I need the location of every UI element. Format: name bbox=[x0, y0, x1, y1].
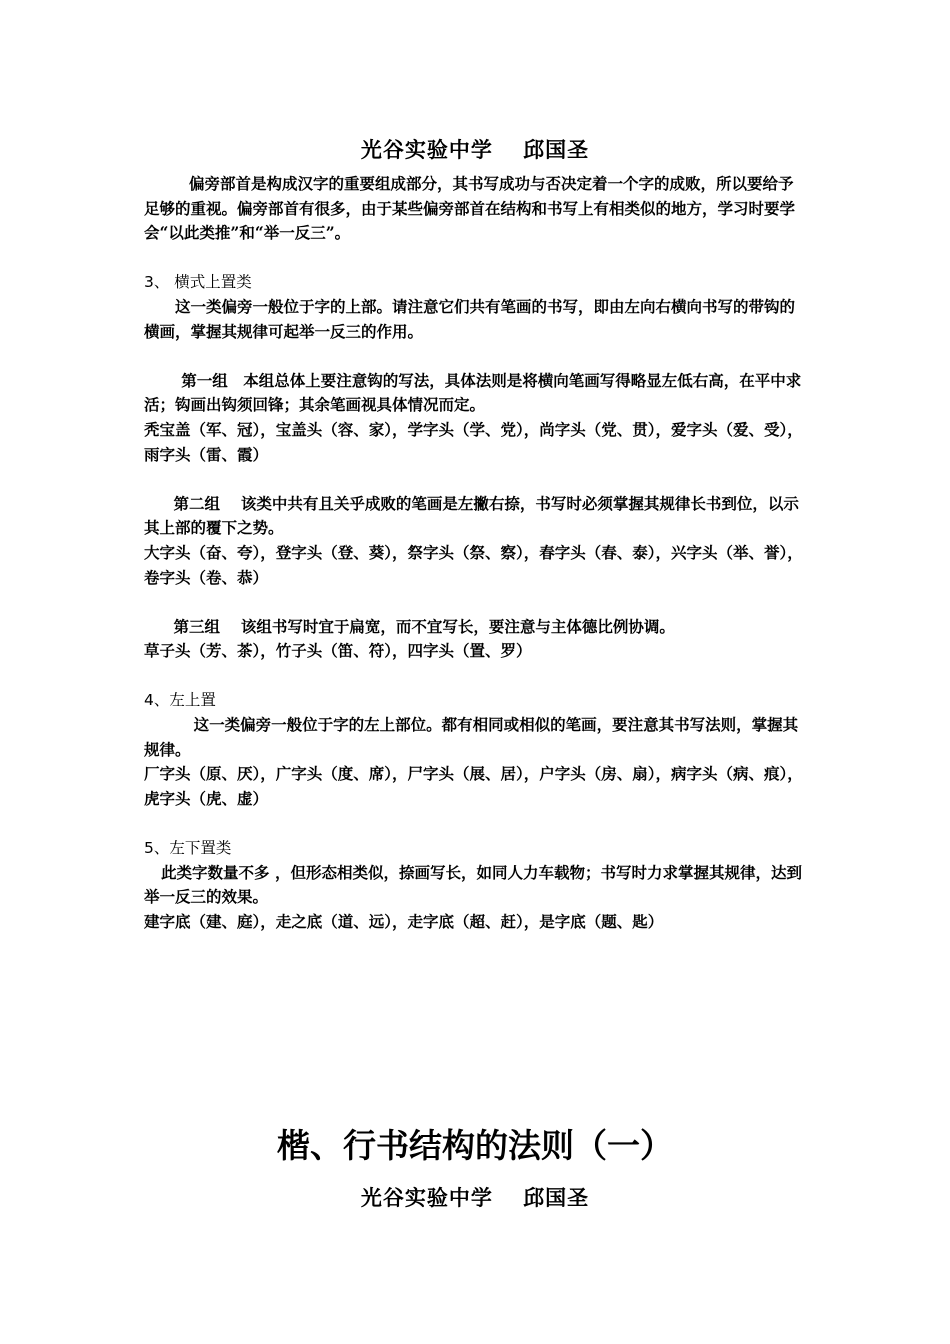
section-description-4: 这一类偏旁一般位于字的左上部位。都有相同或相似的笔画，要注意其书写法则，掌握其规律。 bbox=[144, 715, 799, 759]
group-paragraph-1 bbox=[144, 369, 808, 418]
group-label-2: 第二组 bbox=[173, 493, 220, 513]
author-line-top: 光谷实验中学 邱国圣 bbox=[360, 137, 590, 162]
section-description-5: 此类字数量不多 ，但形态相类似，捺画写长，如同人力车载物；书写时力求掌握其规律，达到举一反三的效果。 bbox=[144, 862, 802, 907]
group-text-3: 该组书写时宜于扁宽，而不宜写长，要注意与主体德比例协调。 bbox=[240, 616, 675, 636]
author-line-bottom: 光谷实验中学 邱国圣 bbox=[360, 1185, 590, 1210]
section-description-3: 这一类偏旁一般位于字的上部。请注意它们共有笔画的书写，即由左向右横向书写的带钩的横画，掌握其规律可起举一反三的作用。 bbox=[144, 296, 796, 341]
group-examples-1: 秃宝盖（军、冠），宝盖头（容、家），学字头（学、党），尚字头（党、贯），爱字头（爱、受），雨字头（雷、霞） bbox=[144, 419, 803, 464]
group-label-1: 第一组 bbox=[181, 370, 228, 390]
group-examples-2: 大字头（奋、夸），登字头（登、葵），祭字头（祭、察），春字头（春、泰），兴字头（举、誉），卷字头（卷、恭） bbox=[144, 542, 803, 587]
section-examples-5: 建字底（建、庭），走之底（道、远），走字底（超、赶），是字底（题、匙） bbox=[144, 911, 664, 931]
next-article-title: 楷、行书结构的法则（一） bbox=[277, 1126, 673, 1165]
section-examples-4: 厂字头（原、厌），广字头（度、席），尸字头（展、居），户字头（房、扇），病字头（病、痕），虎字头（虎、虚） bbox=[144, 764, 803, 808]
section-heading-4: 4、左上置 bbox=[144, 691, 216, 710]
section-heading-5: 5、左下置类 bbox=[144, 839, 232, 858]
group-paragraph-2 bbox=[144, 492, 808, 541]
group-examples-3: 草子头（芳、茶），竹子头（笛、符），四字头（置、罗） bbox=[144, 641, 532, 661]
group-label-3: 第三组 bbox=[173, 616, 220, 636]
group-text-2: 该类中共有且关乎成败的笔画是左撇右捺，书写时必须掌握其规律长书到位，以示其上部的覆下之势。 bbox=[144, 493, 799, 538]
article-body bbox=[144, 172, 808, 934]
group-text-1: 本组总体上要注意钩的写法，具体法则是将横向笔画写得略显左低右高，在平中求活；钩画出钩须回锋；其余笔画视具体情况而定。 bbox=[144, 370, 802, 415]
group-paragraph-3 bbox=[144, 615, 808, 640]
intro-paragraph: 偏旁部首是构成汉字的重要组成部分，其书写成功与否决定着一个字的成败，所以要给予足够的重视。偏旁部首有很多，由于某些偏旁部首在结构和书写上有相类似的地方，学习时要学会“以此类推”和“举一反三”。 bbox=[144, 174, 796, 243]
section-heading-3: 3、 横式上置类 bbox=[144, 273, 252, 292]
